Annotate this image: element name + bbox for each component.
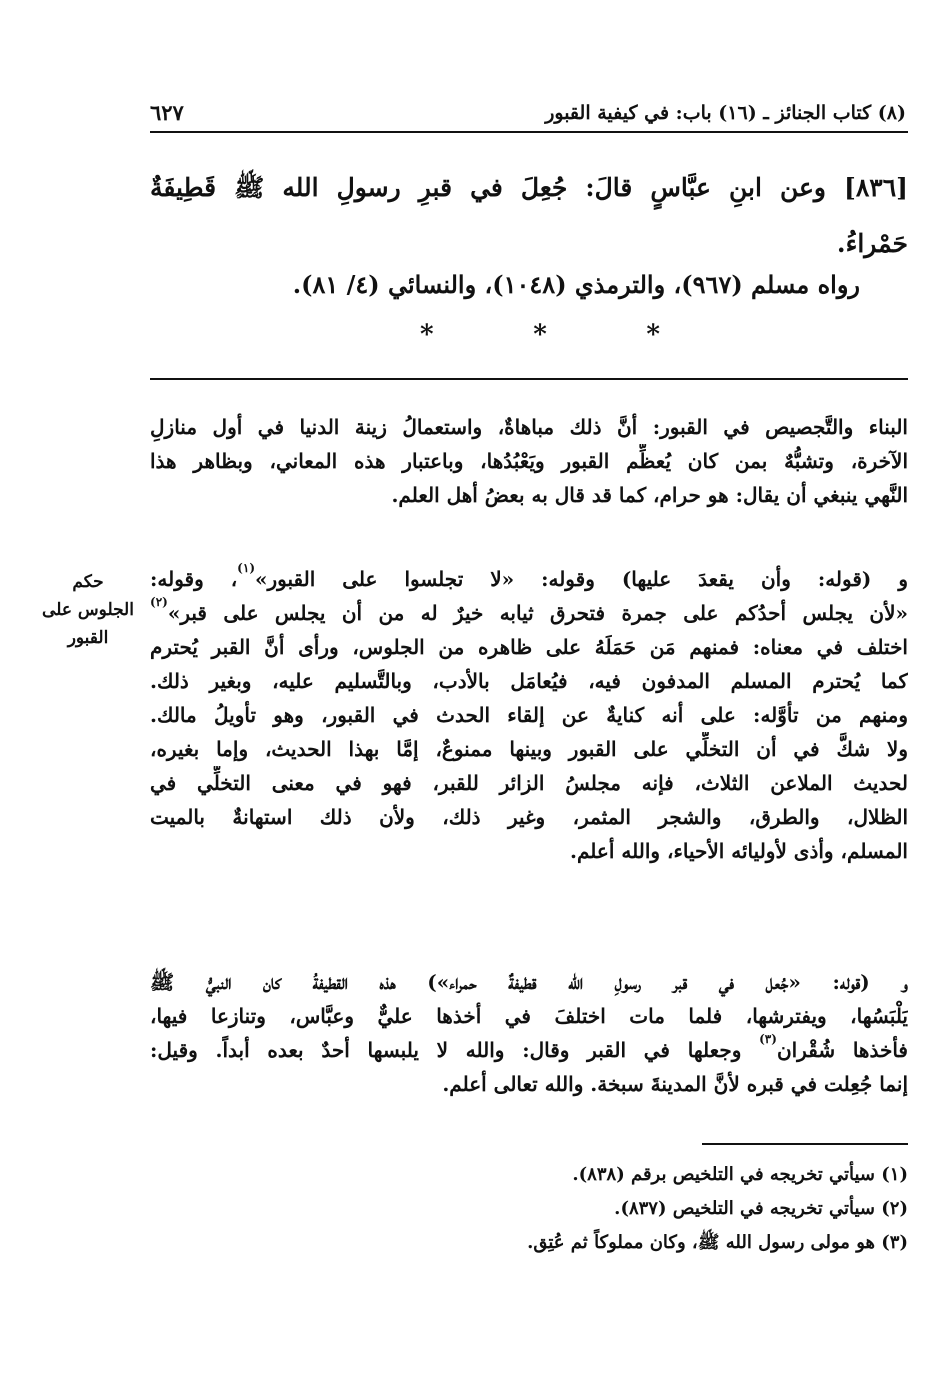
separator-star: * (420, 320, 434, 350)
text-line: الظلال، والطرق، والشجر المثمر، وغير ذلك، ولأن ذلك استهانةٌ بالميت (150, 805, 908, 829)
text-segment: فأخذها شُقْران (776, 1038, 908, 1062)
commentary-rule (150, 378, 908, 380)
footnote-1: (١) سيأتي تخريجه في التلخيص برقم (٨٣٨). (572, 1164, 908, 1185)
running-header (150, 98, 908, 132)
section-separator (420, 320, 660, 350)
text-segment: ، وقوله: (150, 567, 238, 591)
separator-star: * (646, 320, 660, 350)
commentary-paragraph-1 (150, 410, 908, 512)
hadith-line-2: حَمْراءُ. (836, 229, 908, 258)
running-title: (٨) كتاب الجنائز ـ (١٦) باب: في كيفية القبور (545, 102, 906, 124)
footnote-marker: (٣) (759, 1033, 777, 1046)
separator-star: * (533, 320, 547, 350)
footnote-2: (٢) سيأتي تخريجه في التلخيص (٨٣٧). (614, 1198, 908, 1219)
margin-note-line: الجلوس على (42, 600, 134, 620)
text-line (150, 562, 908, 596)
text-line: و (قوله: «جُعل في قبر رسولِ الله قطيفةٌ حمراء») هذه القطيفةُ كان النبيُّ ﷺ (150, 970, 908, 994)
text-line: لحديث الملاعن الثلاث، فإنه مجلسُ الزائر للقبر، فهو في معنى التخلِّي في (150, 771, 908, 795)
hadith-text (150, 160, 908, 272)
text-line: ولا شكَّ في أن التخلِّي على القبور وبينها ممنوعٌ، إمَّا بهذا الحديث، وإما بغيره، (150, 737, 908, 761)
commentary-paragraph-3 (150, 965, 908, 1101)
margin-note-line: القبور (67, 628, 109, 648)
footnotes (150, 1158, 908, 1260)
footnote-3: (٣) هو مولى رسول الله ﷺ، وكان مملوكاً ثم عُتِق. (527, 1232, 908, 1253)
margin-note-line: حكم (72, 572, 104, 592)
text-line: البناء والتَّجصيص في القبور: أنَّ ذلك مباهاةٌ، واستعمالُ زينة الدنيا في أول منازلِ (150, 415, 908, 439)
text-line: يَلْبَسُها، ويفترشها، فلما مات اختلفَ في أخذها عليٌّ وعبَّاس، وتنازعا فيها، (150, 1004, 908, 1028)
margin-note (28, 568, 148, 652)
text-segment: وجعلها في القبر وقال: والله لا يلبسها أحدٌ بعده أبداً. وقيل: (150, 1038, 760, 1062)
text-line: كما يُحترم المسلم المدفون فيه، فيُعامَل بالأدب، وبالتَّسليم عليه، وبغير ذلك. (150, 669, 908, 693)
text-line (150, 1033, 908, 1067)
text-line: النَّهي ينبغي أن يقال: هو حرام، كما قد قال به بعضُ أهل العلم. (391, 483, 908, 507)
commentary-paragraph-2 (150, 562, 908, 868)
text-line (150, 596, 908, 630)
footnote-rule (702, 1143, 908, 1145)
text-segment: «لأن يجلس أحدُكم على جمرة فتحرق ثيابه خيرٌ له من أن يجلس على قبر» (167, 601, 908, 625)
text-line: إنما جُعِلت في قبره لأنَّ المدينةَ سبخة. والله تعالى أعلم. (442, 1072, 908, 1096)
header-rule (150, 131, 908, 133)
hadith-source: رواه مسلم (٩٦٧)، والترمذي (١٠٤٨)، والنسائي (٤/ ٨١). (292, 270, 860, 299)
footnote-marker: (٢) (150, 596, 168, 609)
text-line: اختلف في معناه: فمنهم مَن حَمَلَهُ على ظاهره من الجلوس، ورأى أنَّ القبر يُحترم (150, 635, 908, 659)
text-line: المسلم، وأذى لأوليائه الأحياء، والله أعلم. (570, 839, 908, 863)
text-line: الآخرة، وتشبُّهٌ بمن كان يُعظِّم القبور ويَعْبُدُها، وباعتبار هذه المعاني، وبظاهر هذا (150, 449, 908, 473)
page-number: ٦٢٧ (150, 100, 184, 125)
text-segment: و (قوله: وأن يقعدَ عليها) وقوله: «لا تجلسوا على القبور» (255, 567, 908, 591)
hadith-line-1: [٨٣٦] وعن ابنِ عبَّاسٍ قالَ: جُعِلَ في قبرِ رسولِ الله ﷺ قَطِيفَةٌ (150, 173, 908, 202)
footnote-marker: (١) (237, 562, 255, 575)
text-line: ومنهم من تأوَّله: على أنه كنايةٌ عن إلقاء الحدث في القبور، وهو تأويلُ مالك. (150, 703, 908, 727)
